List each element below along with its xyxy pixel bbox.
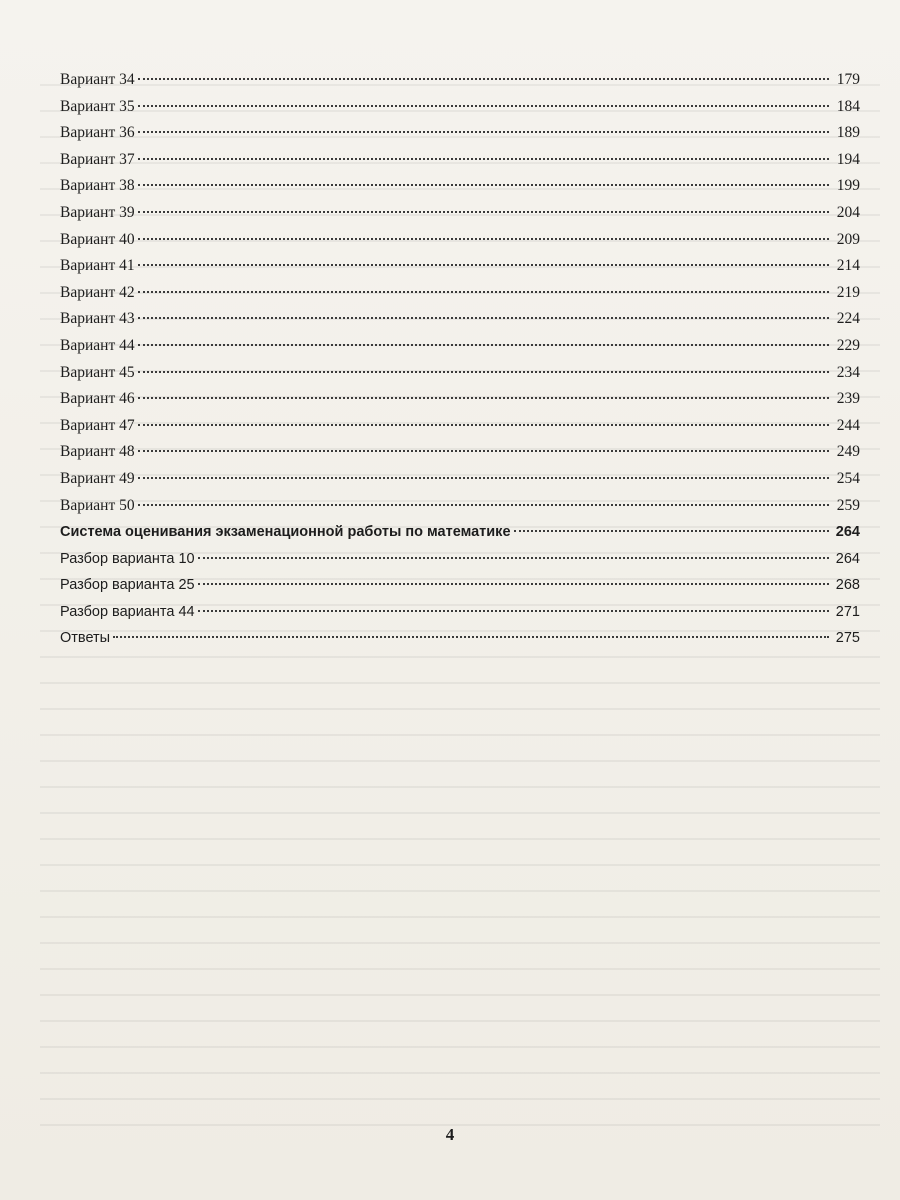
toc-entry (60, 333, 860, 360)
toc-entry (60, 120, 860, 147)
dot-leader (138, 477, 829, 479)
toc-entry (60, 413, 860, 440)
toc-entry (60, 572, 860, 599)
toc-entry-page: 264 (835, 550, 860, 567)
toc-entry-page: 268 (835, 577, 860, 594)
toc-entry (60, 360, 860, 387)
table-of-contents (60, 67, 860, 652)
toc-entry (60, 546, 860, 573)
dot-leader (138, 105, 829, 107)
toc-entry-label: Вариант 36 (60, 124, 135, 142)
toc-entry (60, 466, 860, 493)
dot-leader (138, 344, 829, 346)
toc-entry-page: 189 (836, 124, 860, 142)
dot-leader (138, 291, 829, 293)
toc-entry-label: Вариант 43 (60, 310, 135, 328)
toc-entry-label: Разбор варианта 44 (60, 603, 195, 620)
toc-entry-page: 199 (836, 177, 860, 195)
toc-entry-page: 194 (836, 150, 860, 168)
toc-entry-page: 239 (836, 390, 860, 408)
toc-entry (60, 493, 860, 520)
toc-entry-page: 219 (836, 283, 860, 301)
toc-entry-section (60, 519, 860, 546)
toc-entry (60, 306, 860, 333)
toc-entry-label: Разбор варианта 25 (60, 577, 195, 594)
toc-entry-page: 234 (836, 363, 860, 381)
toc-entry-page: 224 (836, 310, 860, 328)
toc-entry-page: 275 (835, 630, 860, 647)
toc-entry-label: Вариант 48 (60, 443, 135, 461)
toc-entry-page: 204 (836, 203, 860, 221)
toc-entry-label: Вариант 38 (60, 177, 135, 195)
toc-entry-label: Система оценивания экзаменационной работы по математике (60, 524, 511, 541)
dot-leader (138, 504, 829, 506)
dot-leader (113, 636, 829, 638)
toc-entry (60, 599, 860, 626)
toc-entry-page: 249 (836, 443, 860, 461)
toc-entry-page: 271 (835, 603, 860, 620)
toc-entry-page: 184 (836, 97, 860, 115)
toc-entry-label: Вариант 45 (60, 363, 135, 381)
toc-entry-page: 254 (836, 469, 860, 487)
toc-entry (60, 173, 860, 200)
toc-entry-page: 264 (835, 524, 860, 541)
toc-entry-label: Разбор варианта 10 (60, 550, 195, 567)
toc-entry (60, 253, 860, 280)
dot-leader (138, 158, 829, 160)
dot-leader (514, 530, 829, 532)
toc-entry-label: Вариант 39 (60, 203, 135, 221)
toc-entry-label: Вариант 42 (60, 283, 135, 301)
dot-leader (198, 557, 829, 559)
dot-leader (138, 397, 829, 399)
toc-entry (60, 94, 860, 121)
toc-entry (60, 147, 860, 174)
toc-entry-page: 244 (836, 416, 860, 434)
toc-entry (60, 67, 860, 94)
toc-entry (60, 200, 860, 227)
dot-leader (138, 424, 829, 426)
dot-leader (138, 78, 829, 80)
dot-leader (138, 211, 829, 213)
toc-entry-label: Вариант 46 (60, 390, 135, 408)
toc-entry-label: Ответы (60, 630, 111, 647)
toc-entry-page: 214 (836, 257, 860, 275)
dot-leader (138, 238, 829, 240)
toc-entry (60, 280, 860, 307)
toc-entry-label: Вариант 40 (60, 230, 135, 248)
toc-entry-label: Вариант 35 (60, 97, 135, 115)
dot-leader (138, 131, 829, 133)
toc-entry-label: Вариант 34 (60, 71, 135, 88)
toc-entry-label: Вариант 37 (60, 150, 135, 168)
toc-entry (60, 386, 860, 413)
toc-entry-page: 209 (836, 230, 860, 248)
dot-leader (198, 583, 829, 585)
toc-entry-label: Вариант 47 (60, 416, 135, 434)
dot-leader (138, 317, 829, 319)
toc-entry-page: 229 (836, 336, 860, 354)
toc-entry-label: Вариант 49 (60, 469, 135, 487)
toc-entry (60, 227, 860, 254)
toc-entry-label: Вариант 50 (60, 496, 135, 514)
page-number: 4 (445, 1125, 455, 1144)
dot-leader (138, 450, 829, 452)
toc-entry-label: Вариант 44 (60, 336, 135, 354)
toc-entry-page: 179 (836, 71, 860, 88)
toc-entry (60, 439, 860, 466)
toc-entry (60, 625, 860, 652)
dot-leader (198, 610, 829, 612)
dot-leader (138, 264, 829, 266)
toc-entry-page: 259 (836, 496, 860, 514)
toc-entry-label: Вариант 41 (60, 257, 135, 275)
dot-leader (138, 184, 829, 186)
dot-leader (138, 371, 829, 373)
